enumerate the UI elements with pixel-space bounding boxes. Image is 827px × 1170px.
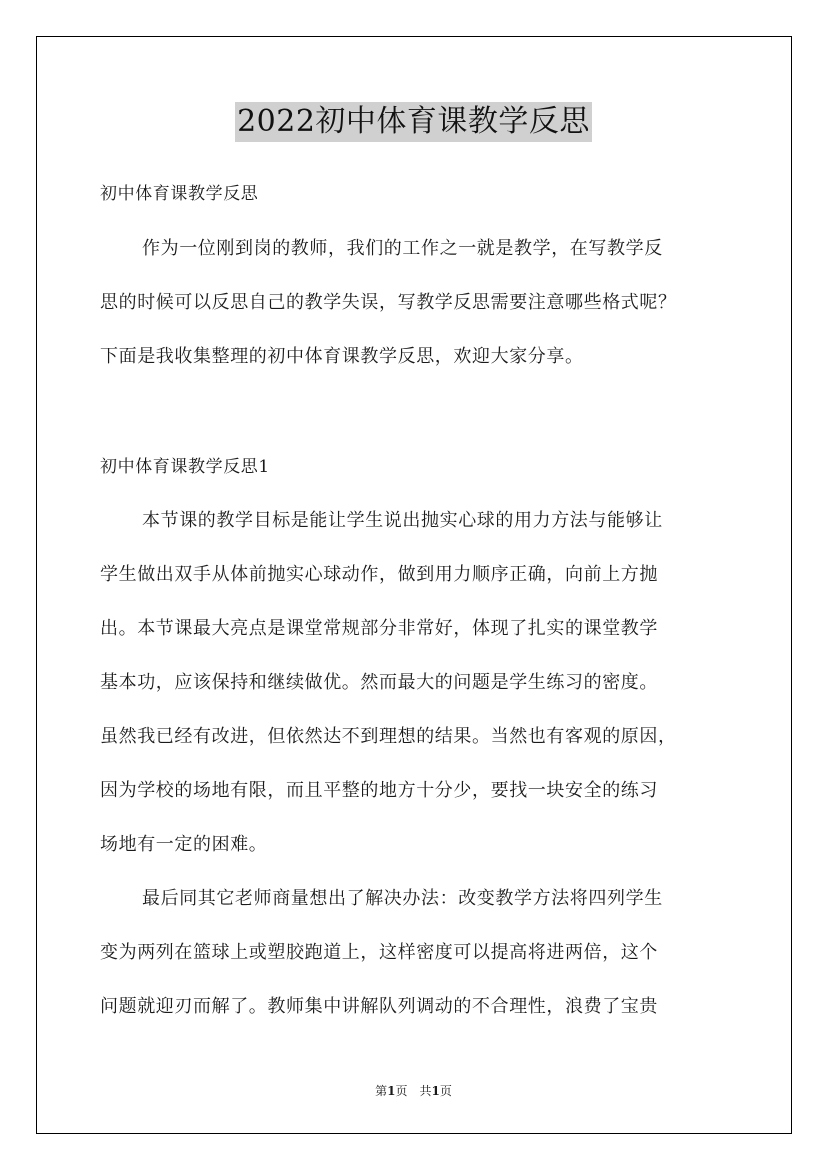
- document-subtitle: 初中体育课教学反思: [100, 184, 259, 204]
- paragraph-line: 最后同其它老师商量想出了解决办法：改变教学方法将四列学生: [142, 888, 663, 909]
- paragraph-line: 场地有一定的困难。: [100, 834, 268, 855]
- paragraph-line: 本节课的教学目标是能让学生说出抛实心球的用力方法与能够让: [142, 510, 663, 531]
- paragraph-line: 问题就迎刃而解了。教师集中讲解队列调动的不合理性，浪费了宝贵: [100, 996, 658, 1017]
- intro-line-2: 思的时候可以反思自己的教学失误，写教学反思需要注意哪些格式呢？: [100, 292, 677, 313]
- footer-page-mid: 页 共: [395, 1084, 432, 1098]
- footer-page-total: 1: [431, 1084, 440, 1098]
- intro-line-3: 下面是我收集整理的初中体育课教学反思，欢迎大家分享。: [100, 346, 584, 367]
- paragraph-line: 虽然我已经有改进，但依然达不到理想的结果。当然也有客观的原因，: [100, 726, 677, 747]
- page-footer: [0, 1083, 827, 1099]
- document-title: 2022初中体育课教学反思: [235, 102, 592, 142]
- footer-page-number: 1: [387, 1084, 396, 1098]
- section-heading: 初中体育课教学反思1: [100, 457, 270, 477]
- paragraph-line: 变为两列在篮球上或塑胶跑道上，这样密度可以提高将进两倍，这个: [100, 942, 658, 963]
- paragraph-line: 因为学校的场地有限，而且平整的地方十分少，要找一块安全的练习: [100, 780, 658, 801]
- title-container: [0, 102, 827, 142]
- intro-line-1: 作为一位刚到岗的教师，我们的工作之一就是教学，在写教学反: [142, 238, 663, 259]
- footer-page-suffix: 页: [439, 1084, 452, 1098]
- paragraph-line: 基本功，应该保持和继续做优。然而最大的问题是学生练习的密度。: [100, 672, 658, 693]
- footer-page-prefix: 第: [375, 1084, 388, 1098]
- paragraph-line: 学生做出双手从体前抛实心球动作，做到用力顺序正确，向前上方抛: [100, 564, 658, 585]
- paragraph-line: 出。本节课最大亮点是课堂常规部分非常好，体现了扎实的课堂教学: [100, 618, 658, 639]
